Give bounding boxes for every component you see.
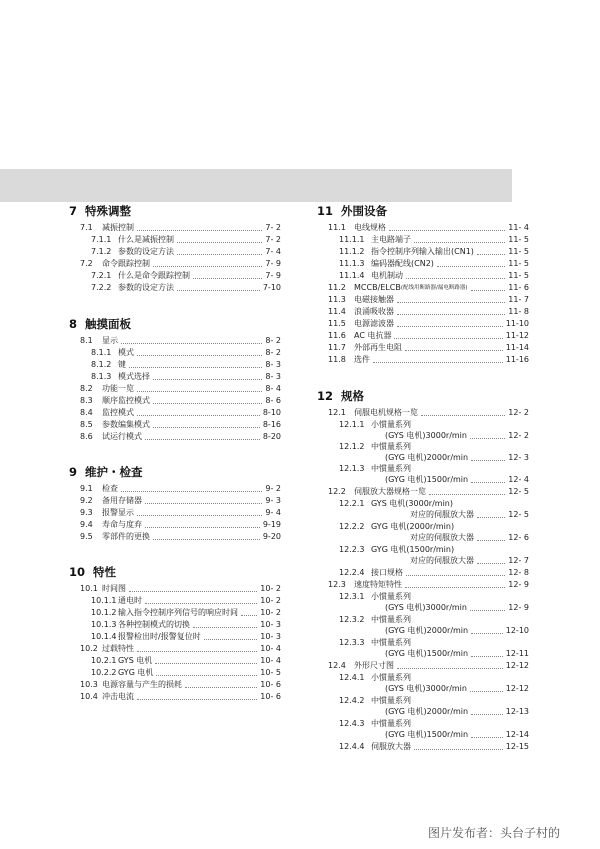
section-number: 8.6 — [80, 432, 93, 441]
section-title: 中惯量系列 — [371, 464, 411, 473]
entry-continuation-text: (GYG 电机)1500r/min — [385, 730, 469, 739]
toc-entry — [328, 661, 529, 671]
dot-leader — [394, 338, 502, 339]
section-title: 小惯量系列 — [371, 420, 411, 429]
toc-entry — [339, 499, 529, 509]
toc-entry — [339, 592, 529, 602]
section-title: 参数的设定方法 — [118, 247, 174, 256]
page-number: 11-12 — [505, 331, 529, 340]
dot-leader — [414, 749, 503, 750]
toc-entry — [339, 259, 529, 269]
dot-leader — [373, 362, 503, 363]
toc-entry — [339, 247, 529, 257]
section-number: 11.6 — [328, 331, 346, 340]
section-title: 命令跟踪控制 — [102, 259, 150, 268]
page-number: 8-10 — [262, 408, 281, 417]
page-number: 10- 2 — [260, 608, 281, 617]
entry-continuation-text: 对应的伺服放大器 — [410, 510, 474, 519]
page-number: 7- 4 — [265, 247, 281, 256]
dot-leader — [437, 266, 505, 267]
section-number: 11.5 — [328, 319, 346, 328]
page-number: 9-19 — [262, 520, 281, 529]
section-number: 10.4 — [80, 692, 98, 701]
toc-entry — [339, 235, 529, 245]
toc-entry — [339, 615, 529, 625]
section-number: 7.2.2 — [91, 283, 112, 292]
toc-entry — [339, 719, 529, 729]
toc-entry-continuation — [385, 707, 529, 717]
dot-leader — [470, 438, 505, 439]
section-title: GYS 电机(3000r/min) — [371, 499, 453, 508]
section-number: 12.3.1 — [339, 592, 365, 601]
dot-leader — [397, 302, 505, 303]
section-title: GYG 电机 — [118, 668, 154, 677]
dot-leader — [405, 587, 505, 588]
chapter-heading — [317, 204, 387, 218]
section-title: 功能一览 — [102, 384, 134, 393]
page-number: 8- 4 — [265, 384, 281, 393]
section-title: 键 — [118, 360, 126, 369]
toc-entry — [339, 464, 529, 474]
toc-entry — [339, 522, 529, 532]
entry-continuation-text: (GYG 电机)1500r/min — [385, 475, 469, 484]
chapter-title: 维护・检查 — [85, 465, 143, 479]
dot-leader — [477, 517, 505, 518]
section-title: 中惯量系列 — [371, 638, 411, 647]
page-number: 11- 5 — [508, 259, 529, 268]
chapter-title: 特殊调整 — [85, 204, 132, 218]
page-number: 7- 2 — [265, 223, 281, 232]
page-number: 11- 6 — [508, 283, 529, 292]
section-number: 10.1.2 — [91, 608, 117, 617]
section-number: 8.3 — [80, 396, 93, 405]
entry-continuation-text: (GYG 电机)1500r/min — [385, 649, 469, 658]
section-number: 9.5 — [80, 532, 93, 541]
section-number: 12.3.2 — [339, 615, 365, 624]
page-number: 11- 5 — [508, 271, 529, 280]
dot-leader — [471, 656, 503, 657]
section-number: 8.1.1 — [91, 348, 112, 357]
toc-entry — [339, 442, 529, 452]
section-number: 7.1.2 — [91, 247, 112, 256]
section-title: GYG 电机(2000r/min) — [371, 522, 455, 531]
section-number: 9.1 — [80, 484, 93, 493]
chapter-number: 12 — [317, 389, 334, 403]
toc-entry — [339, 696, 529, 706]
section-title: 显示 — [102, 336, 118, 345]
toc-entry-continuation — [385, 684, 529, 694]
page-number: 12-14 — [505, 730, 529, 739]
chapter-heading — [317, 389, 364, 403]
page-number: 11- 4 — [508, 223, 529, 232]
section-number: 12.3 — [328, 580, 346, 589]
chapter-number: 8 — [69, 317, 78, 331]
page-number: 8- 6 — [265, 396, 281, 405]
page-number: 11-10 — [505, 319, 529, 328]
page-number: 8- 2 — [265, 336, 281, 345]
page-number: 8- 3 — [265, 372, 281, 381]
section-title: 减振控制 — [102, 223, 134, 232]
entry-continuation-text: (GYG 电机)2000r/min — [385, 626, 469, 635]
toc-entry — [339, 568, 529, 578]
page-number: 12-12 — [505, 684, 529, 693]
toc-entry — [339, 420, 529, 430]
section-title: 小惯量系列 — [371, 592, 411, 601]
section-number: 12.1.3 — [339, 464, 365, 473]
chapter-title: 触摸面板 — [85, 317, 132, 331]
dot-leader — [405, 350, 503, 351]
page-number: 7- 9 — [265, 271, 281, 280]
page-number: 10- 4 — [260, 656, 281, 665]
dot-leader — [471, 482, 505, 483]
section-number: 11.1.2 — [339, 247, 365, 256]
toc-entry — [328, 307, 529, 317]
section-number: 12.1.2 — [339, 442, 365, 451]
section-number: 11.2 — [328, 283, 346, 292]
section-title: 时间图 — [102, 584, 126, 593]
section-number: 12.4.3 — [339, 719, 365, 728]
section-title: 模式 — [118, 348, 134, 357]
section-title: 备用存储器 — [102, 496, 142, 505]
dot-leader — [389, 230, 505, 231]
entry-continuation-text: 对应的伺服放大器 — [410, 556, 474, 565]
section-title: 监控模式 — [102, 408, 134, 417]
section-title: 电源容量与产生的损耗 — [102, 680, 182, 689]
toc-entry — [339, 742, 529, 752]
toc-entry-continuation — [410, 533, 529, 543]
section-title: 主电路端子 — [371, 235, 411, 244]
dot-leader — [471, 633, 503, 634]
chapter-title: 特性 — [93, 565, 117, 579]
page-number: 12-15 — [505, 742, 529, 751]
section-title: 中惯量系列 — [371, 696, 411, 705]
section-title: 什么是命令跟踪控制 — [118, 271, 190, 280]
section-number: 12.2.4 — [339, 568, 365, 577]
section-number: 8.1 — [80, 336, 93, 345]
section-title: 通电时 — [118, 596, 142, 605]
section-number: 12.4.4 — [339, 742, 365, 751]
section-number: 11.8 — [328, 355, 346, 364]
page-number: 11-16 — [505, 355, 529, 364]
section-title: 电源滤波器 — [354, 319, 394, 328]
page-number: 12- 8 — [508, 568, 529, 577]
toc-entry-continuation — [385, 626, 529, 636]
section-number: 11.1.3 — [339, 259, 365, 268]
section-number: 7.1 — [80, 223, 93, 232]
section-number: 8.1.3 — [91, 372, 112, 381]
page-number: 11- 8 — [508, 307, 529, 316]
section-number: 7.2.1 — [91, 271, 112, 280]
chapter-title: 规格 — [341, 389, 365, 403]
page-number: 8- 3 — [265, 360, 281, 369]
page-number: 10- 6 — [260, 680, 281, 689]
toc-entry-continuation — [385, 475, 529, 485]
dot-leader — [406, 575, 505, 576]
section-number: 10.2 — [80, 644, 98, 653]
section-number: 12.2.3 — [339, 545, 365, 554]
section-title: 各种控制模式的切换 — [118, 620, 190, 629]
section-title: 选件 — [354, 355, 370, 364]
section-number: 11.1 — [328, 223, 346, 232]
section-number: 10.3 — [80, 680, 98, 689]
dot-leader — [477, 540, 505, 541]
section-number: 7.1.1 — [91, 235, 112, 244]
section-number: 12.1 — [328, 408, 346, 417]
toc-entry — [328, 408, 529, 418]
page-number: 9- 3 — [265, 496, 281, 505]
entry-continuation-text: (GYS 电机)3000r/min — [385, 603, 467, 612]
page-number: 12-13 — [505, 707, 529, 716]
page-number: 11- 5 — [508, 235, 529, 244]
chapter-number: 9 — [69, 465, 78, 479]
chapter-title: 外围设备 — [341, 204, 388, 218]
dot-leader — [406, 278, 505, 279]
section-title: 试运行模式 — [102, 432, 142, 441]
chapter-number: 7 — [69, 204, 78, 218]
toc-entry — [339, 271, 529, 281]
toc-entry — [328, 223, 529, 233]
page-number: 7-10 — [262, 283, 281, 292]
dot-leader — [414, 242, 505, 243]
section-title: 中惯量系列 — [371, 442, 411, 451]
section-number: 10.2.1 — [91, 656, 117, 665]
dot-leader — [397, 314, 505, 315]
section-number: 8.4 — [80, 408, 93, 417]
section-number: 11.4 — [328, 307, 346, 316]
section-title: 接口规格 — [371, 568, 403, 577]
page-number: 8-16 — [262, 420, 281, 429]
section-title: 报警显示 — [102, 508, 134, 517]
section-number: 10.1.3 — [91, 620, 117, 629]
toc-entry-continuation — [385, 730, 529, 740]
page-number: 12- 7 — [508, 556, 529, 565]
entry-continuation-text: (GYG 电机)2000r/min — [385, 453, 469, 462]
page-number: 10- 5 — [260, 668, 281, 677]
page-number: 12-10 — [505, 626, 529, 635]
page-number: 12-11 — [505, 649, 529, 658]
section-number: 11.1.1 — [339, 235, 365, 244]
section-title: 伺服电机规格一览 — [354, 408, 418, 417]
entry-continuation-text: (GYG 电机)2000r/min — [385, 707, 469, 716]
page-number: 12- 2 — [508, 431, 529, 440]
page-number: 12- 9 — [508, 603, 529, 612]
page-number: 11- 5 — [508, 247, 529, 256]
page-number: 10- 2 — [260, 596, 281, 605]
section-title: AC 电抗器 — [354, 331, 392, 340]
section-number: 12.4.1 — [339, 673, 365, 682]
section-title: GYS 电机 — [118, 656, 153, 665]
section-title: 参数编集模式 — [102, 420, 150, 429]
chapter-number: 10 — [69, 565, 86, 579]
toc-entry-continuation — [410, 510, 529, 520]
section-number: 11.7 — [328, 343, 346, 352]
page-number: 12- 9 — [508, 580, 529, 589]
toc-entry — [339, 638, 529, 648]
section-number: 12.2 — [328, 487, 346, 496]
entry-continuation-text: (GYS 电机)3000r/min — [385, 431, 467, 440]
page-number: 10- 3 — [260, 632, 281, 641]
toc-entry-continuation — [385, 603, 529, 613]
section-title: GYG 电机(1500r/min) — [371, 545, 455, 554]
dot-leader — [471, 460, 505, 461]
section-title: 速度特矩特性 — [354, 580, 402, 589]
dot-leader — [477, 563, 505, 564]
page-number: 12- 3 — [508, 453, 529, 462]
section-title: 什么是减振控制 — [118, 235, 174, 244]
page-number: 9-20 — [262, 532, 281, 541]
toc-entry — [328, 487, 529, 497]
section-title: 过载特性 — [102, 644, 134, 653]
section-title: 报警检出时/报警复位时 — [118, 632, 201, 641]
page-number: 10- 4 — [260, 644, 281, 653]
section-number: 12.2.1 — [339, 499, 365, 508]
toc-entry — [328, 283, 529, 293]
page-number: 12- 2 — [508, 408, 529, 417]
page-number: 12-12 — [505, 661, 529, 670]
toc-entry-continuation — [410, 556, 529, 566]
dot-leader — [471, 737, 503, 738]
dot-leader — [421, 415, 505, 416]
page-number: 8-20 — [262, 432, 281, 441]
section-title: 寿命与度弃 — [102, 520, 142, 529]
page-number: 9- 4 — [265, 508, 281, 517]
page-number: 7- 9 — [265, 259, 281, 268]
page-number: 12- 4 — [508, 475, 529, 484]
toc-entry — [328, 331, 529, 341]
entry-continuation-text: (GYS 电机)3000r/min — [385, 684, 467, 693]
dot-leader — [470, 610, 505, 611]
dot-leader — [397, 326, 503, 327]
section-title: 零部件的更换 — [102, 532, 150, 541]
page-number: 12- 6 — [508, 533, 529, 542]
section-number: 9.4 — [80, 520, 93, 529]
section-title: 参数的设定方法 — [118, 283, 174, 292]
watermark-text: 图片发布者：头台子村的 — [428, 826, 561, 840]
toc-entry-continuation — [385, 431, 529, 441]
page-number: 11- 7 — [508, 295, 529, 304]
dot-leader — [397, 668, 503, 669]
section-number: 8.2 — [80, 384, 93, 393]
section-title: 伺服放大器 — [371, 742, 411, 751]
section-title: 编码器配线(CN2) — [371, 259, 434, 268]
dot-leader — [471, 714, 503, 715]
toc-entry — [328, 355, 529, 365]
page-number: 9- 2 — [265, 484, 281, 493]
section-number: 11.3 — [328, 295, 346, 304]
toc-entry — [339, 545, 529, 555]
section-title: 外部再生电阻 — [354, 343, 402, 352]
section-number: 12.4 — [328, 661, 346, 670]
section-number: 12.1.1 — [339, 420, 365, 429]
section-number: 8.5 — [80, 420, 93, 429]
entry-continuation-text: 对应的伺服放大器 — [410, 533, 474, 542]
section-number: 10.1.1 — [91, 596, 117, 605]
section-number: 12.2.2 — [339, 522, 365, 531]
page-number: 7- 2 — [265, 235, 281, 244]
toc-entry — [328, 295, 529, 305]
section-title: 伺服放大器规格一览 — [354, 487, 426, 496]
section-number: 7.2 — [80, 259, 93, 268]
section-title: 模式选择 — [118, 372, 150, 381]
section-title: 冲击电流 — [102, 692, 134, 701]
page-number: 10- 6 — [260, 692, 281, 701]
page-number: 11-14 — [505, 343, 529, 352]
page-number: 12- 5 — [508, 510, 529, 519]
toc-entry — [328, 580, 529, 590]
chapter-number: 11 — [317, 204, 334, 218]
section-title: 电机制动 — [371, 271, 403, 280]
toc-entry — [339, 673, 529, 683]
section-title: 指令控制序列输入输出(CN1) — [371, 247, 474, 256]
dot-leader — [470, 691, 503, 692]
section-title: 顺序监控模式 — [102, 396, 150, 405]
section-title: MCCB/ELCB — [354, 283, 401, 292]
section-number: 10.2.2 — [91, 668, 117, 677]
dot-leader — [471, 290, 506, 291]
toc-entry — [328, 319, 529, 329]
section-title: 输入指令控制序列信号的响应时间 — [118, 608, 238, 617]
toc-entry-continuation — [385, 649, 529, 659]
section-title: 电线规格 — [354, 223, 386, 232]
toc-entry-continuation — [385, 453, 529, 463]
section-number: 12.4.2 — [339, 696, 365, 705]
section-title: 中惯量系列 — [371, 615, 411, 624]
section-number: 10.1.4 — [91, 632, 117, 641]
section-title-note: (配线用断路器/漏电断路器) — [400, 285, 468, 291]
section-title: 外形尺寸图 — [354, 661, 394, 670]
section-number: 10.1 — [80, 584, 98, 593]
page-number: 8- 2 — [265, 348, 281, 357]
section-number: 9.3 — [80, 508, 93, 517]
page-number: 10- 2 — [260, 584, 281, 593]
section-title: 中惯量系列 — [371, 719, 411, 728]
section-title: 电磁接触器 — [354, 295, 394, 304]
page-number: 10- 3 — [260, 620, 281, 629]
section-title: 检查 — [102, 484, 118, 493]
page-number: 12- 5 — [508, 487, 529, 496]
dot-leader — [429, 494, 505, 495]
section-number: 9.2 — [80, 496, 93, 505]
toc-entry — [328, 343, 529, 353]
section-number: 12.3.3 — [339, 638, 365, 647]
section-title: 小惯量系列 — [371, 673, 411, 682]
section-number: 8.1.2 — [91, 360, 112, 369]
dot-leader — [477, 254, 505, 255]
section-title: 浪涌吸收器 — [354, 307, 394, 316]
section-number: 11.1.4 — [339, 271, 365, 280]
